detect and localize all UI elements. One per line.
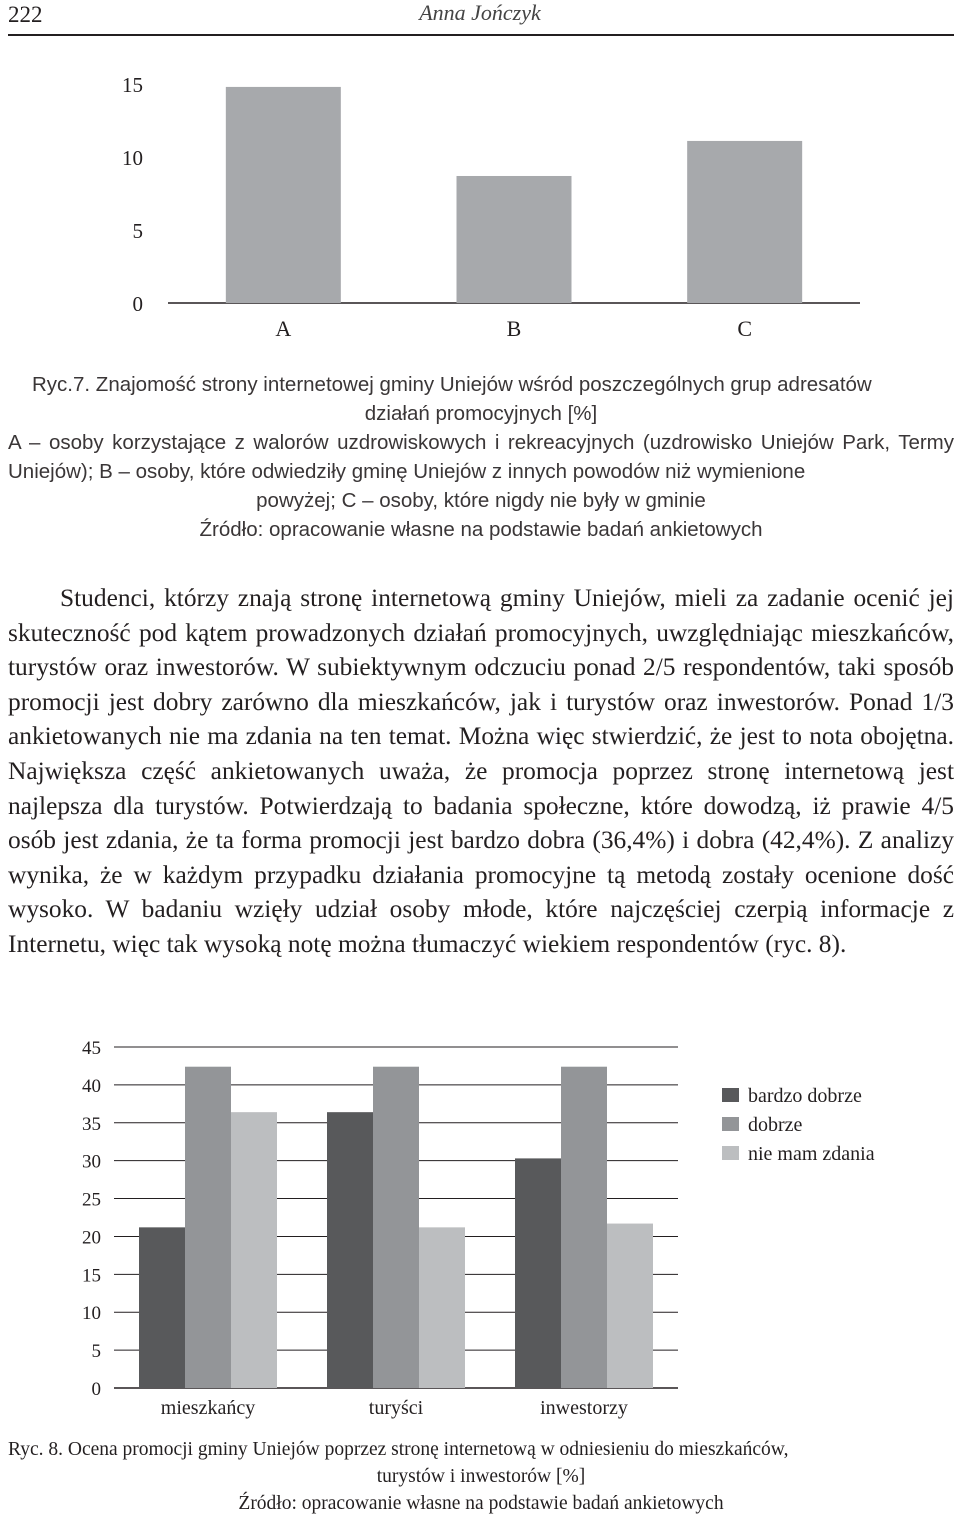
bar-mieszkańcy-dobrze [185,1067,231,1388]
bar-inwestorzy-bardzo-dobrze [515,1158,561,1388]
legend-label: nie mam zdania [748,1143,875,1165]
bar-turyści-nie-mam-zdania [419,1227,465,1388]
x-tick-label: mieszkańcy [160,1397,256,1419]
legend-swatch [722,1146,739,1160]
legend-label: dobrze [748,1114,803,1136]
x-tick-label: inwestorzy [540,1397,628,1419]
legend-label: bardzo dobrze [748,1085,862,1107]
figure-7-caption [8,370,954,544]
figure-8-chart [0,1020,960,1430]
legend-swatch [722,1117,739,1131]
x-tick-label: C [737,316,753,341]
figure-7-source: Źródło: opracowanie własne na podstawie badań ankietowych [199,518,763,541]
figure-7-chart [0,40,960,360]
y-tick-label: 15 [82,1265,101,1287]
y-tick-label: 30 [82,1151,101,1173]
body-paragraph: Studenci, którzy znają stronę internetową gminy Uniejów, mieli za zadanie ocenić jej skuteczność pod kątem prowadzonych działań promocyjnych, uwzględniając mieszkańców, turystów oraz inwestorów. W subiektywnym odczuciu ponad 2/5 respondentów, taki sposób promocji jest dobry zarówno dla mieszkańców, jak i turystów oraz inwestorów. Ponad 1/3 ankietowanych nie ma zdania na ten temat. Można więc stwierdzić, że jest to nota obojętna. Największa część ankietowanych uważa, że promocja poprzez stronę internetową jest najlepsza dla turystów. Potwierdzają to badania społeczne, które dowodzą, iż prawie 4/5 osób jest zdania, że ta forma promocji jest bardzo dobra (36,4%) i dobra (42,4%). Z analizy wynika, że w każdym przypadku działania promocyjne tą metodą zostały ocenione dość wysoko. W badaniu wzięły udział osoby młode, które najczęściej czerpią informacje z Internetu, więc tak wysoką notę można tłumaczyć wiekiem respondentów (ryc. 8). [8,584,954,958]
y-tick-label: 10 [122,146,143,170]
y-tick-label: 35 [82,1113,101,1135]
x-tick-label: turyści [368,1397,424,1419]
x-tick-label: B [506,316,522,341]
bar-mieszkańcy-nie-mam-zdania [231,1112,277,1388]
y-tick-label: 25 [82,1189,101,1211]
y-tick-label: 40 [82,1075,101,1097]
figure-8-caption-title-cont: turystów i inwestorów [%] [376,1466,586,1487]
figure-8-caption-title: Ryc. 8. Ocena promocji gminy Uniejów poprzez stronę internetową w odniesieniu do mieszkańców, [8,1439,789,1460]
y-tick-label: 15 [122,73,143,97]
y-tick-label: 5 [91,1341,101,1363]
figure-7-caption-title-cont: działań promocyjnych [%] [364,402,598,425]
bar-b [457,176,572,303]
legend-swatch [722,1088,739,1102]
figure-8-caption [8,1436,954,1517]
figure-8-source: Źródło: opracowanie własne na podstawie badań ankietowych [238,1493,724,1514]
bar-inwestorzy-dobrze [561,1067,607,1388]
running-head-author: Anna Jończyk [419,0,541,25]
bar-turyści-bardzo-dobrze [327,1112,373,1388]
figure-7-caption-legend: A – osoby korzystające z walorów uzdrowiskowych i rekreacyjnych (uzdrowisko Uniejów Park, Termy Uniejów); B – osoby, które odwiedziły gminę Uniejów z innych powodów niż wymienione [8,431,954,483]
y-tick-label: 20 [82,1227,101,1249]
bar-c [687,141,802,303]
header-rule [8,34,954,36]
bar-mieszkańcy-bardzo-dobrze [139,1227,185,1388]
x-tick-label: A [275,316,292,341]
y-tick-label: 45 [82,1038,101,1059]
bar-a [226,87,341,303]
page-number: 222 [8,2,43,27]
y-tick-label: 0 [91,1379,101,1400]
figure-7-caption-legend-cont: powyżej; C – osoby, które nigdy nie były w gminie [256,489,706,512]
y-tick-label: 10 [82,1303,101,1325]
bar-inwestorzy-nie-mam-zdania [607,1224,653,1388]
figure-7-caption-title: Ryc.7. Znajomość strony internetowej gminy Uniejów wśród poszczególnych grup adresatów [32,373,872,396]
bar-turyści-dobrze [373,1067,419,1388]
y-tick-label: 0 [132,292,143,316]
page-header [0,0,960,40]
y-tick-label: 5 [132,219,143,243]
